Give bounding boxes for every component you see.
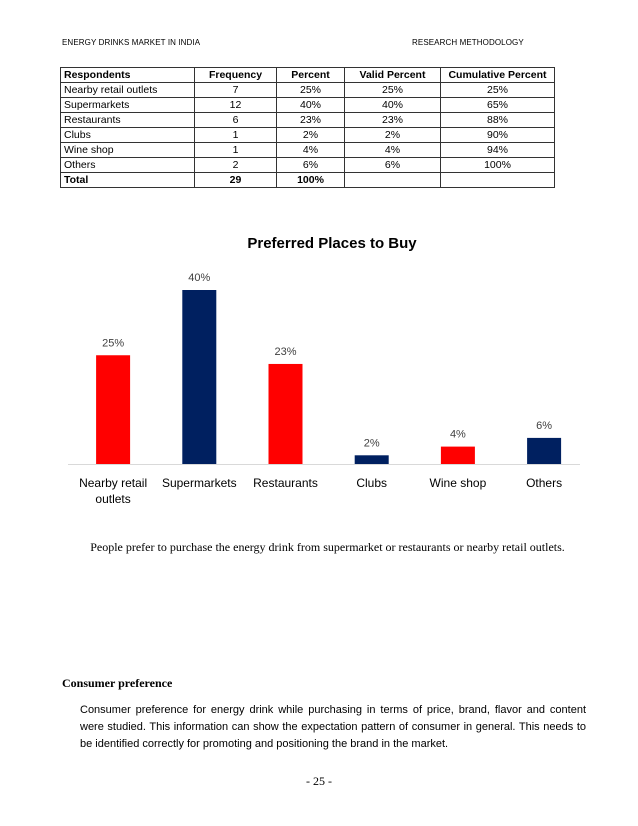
table-cell: 4% (345, 143, 441, 158)
data-label-3: 2% (363, 437, 380, 450)
chart-title: Preferred Places to Buy (247, 235, 417, 252)
bar-4 (441, 447, 475, 464)
col-header-respondents: Respondents (61, 68, 195, 83)
col-header-percent: Percent (277, 68, 345, 83)
table-row (61, 128, 555, 143)
table-cell: 6% (277, 158, 345, 173)
category-label-2: Restaurants (253, 476, 318, 490)
data-label-5: 6% (536, 419, 553, 432)
table-cell: Clubs (61, 128, 195, 143)
table-cell: 100% (277, 173, 345, 188)
table-cell: 1 (195, 128, 277, 143)
table-cell: 25% (277, 83, 345, 98)
table-cell: 2% (345, 128, 441, 143)
bar-0 (96, 355, 130, 464)
table-row (61, 143, 555, 158)
table-cell: 25% (441, 83, 555, 98)
category-label-3: Clubs (356, 476, 388, 490)
table-cell: 4% (277, 143, 345, 158)
table-cell: 40% (277, 98, 345, 113)
data-label-4: 4% (449, 428, 466, 441)
table-cell: 23% (277, 113, 345, 128)
category-label-0: Nearby retail outlets (79, 476, 148, 506)
table-cell: 65% (441, 98, 555, 113)
table-cell: Restaurants (61, 113, 195, 128)
page-number: - 25 - (306, 774, 332, 788)
table-row (61, 113, 555, 128)
data-label-1: 40% (188, 272, 211, 284)
table-cell: 6% (345, 158, 441, 173)
table-cell: 94% (441, 143, 555, 158)
respondents-table (60, 67, 555, 188)
data-label-0: 25% (102, 337, 125, 350)
col-header-cumulative-percent: Cumulative Percent (441, 68, 555, 83)
bar-1 (182, 290, 216, 464)
bar-2 (269, 364, 303, 464)
table-total-row (61, 173, 555, 188)
preferred-places-chart (60, 225, 580, 515)
table-row (61, 83, 555, 98)
bar-5 (527, 438, 561, 464)
table-cell: 88% (441, 113, 555, 128)
table-cell: 100% (441, 158, 555, 173)
table-row (61, 158, 555, 173)
table-cell: 12 (195, 98, 277, 113)
col-header-valid-percent: Valid Percent (345, 68, 441, 83)
table-cell: 1 (195, 143, 277, 158)
table-cell: 23% (345, 113, 441, 128)
table-cell (345, 173, 441, 188)
col-header-frequency: Frequency (195, 68, 277, 83)
category-label-4: Wine shop (429, 476, 487, 490)
table-cell: 2 (195, 158, 277, 173)
running-header-right: RESEARCH METHODOLOGY (412, 38, 524, 47)
running-header-left: ENERGY DRINKS MARKET IN INDIA (62, 38, 201, 47)
table-cell: 29 (195, 173, 277, 188)
body-paragraph: Consumer preference for energy drink while purchasing in terms of price, brand, flavor and content were studied. This information can show the expectation pattern of consumer in general. This needs to be identified correctly for promoting and positioning the brand in the market. (80, 704, 586, 750)
table-cell: Nearby retail outlets (61, 83, 195, 98)
table-cell: 90% (441, 128, 555, 143)
section-heading: Consumer preference (62, 676, 173, 690)
table-header-row (61, 68, 555, 83)
table-row (61, 98, 555, 113)
table-cell: Total (61, 173, 195, 188)
table-cell: Wine shop (61, 143, 195, 158)
data-label-2: 23% (274, 345, 297, 358)
table-cell: 40% (345, 98, 441, 113)
table-cell: Supermarkets (61, 98, 195, 113)
table-cell: 25% (345, 83, 441, 98)
table-cell: 2% (277, 128, 345, 143)
table-cell: 6 (195, 113, 277, 128)
table-cell: Others (61, 158, 195, 173)
chart-caption: People prefer to purchase the energy drink from supermarket or restaurants or nearby retail outlets. (90, 540, 565, 554)
table-cell (441, 173, 555, 188)
category-label-1: Supermarkets (161, 476, 237, 490)
category-label-5: Others (526, 476, 563, 490)
table-cell: 7 (195, 83, 277, 98)
bar-3 (355, 455, 389, 464)
